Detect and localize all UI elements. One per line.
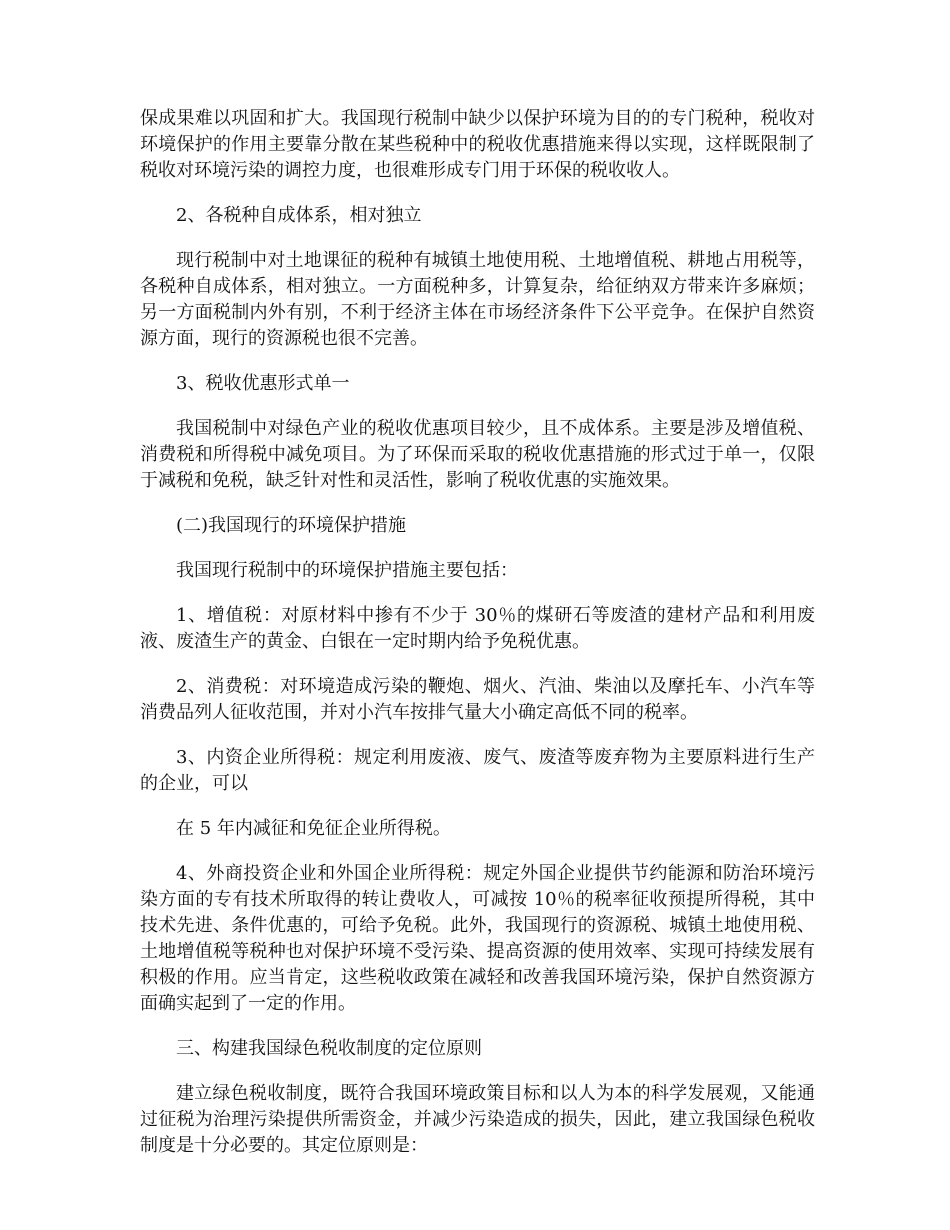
paragraph-five-year-reduction: 在 5 年内减征和免征企业所得税。	[176, 818, 451, 839]
paragraph-land-taxes: 现行税制中对土地课征的税种有城镇土地使用税、土地增值税、耕地占用税等，各税种自成体系，相对独立。一方面税种多，计算复杂，给征纳双方带来许多麻烦；另一方面税制内外有别，不利于经济主体在市场经济条件下公平竞争。在保护自然资源方面，现行的资源税也很不完善。	[140, 250, 815, 349]
section-heading-current-measures: (二)我国现行的环境保护措施	[176, 515, 407, 536]
section-heading-principles: 三、构建我国绿色税收制度的定位原则	[176, 1038, 482, 1059]
paragraph-green-tax-system: 建立绿色税收制度，既符合我国环境政策目标和以人为本的科学发展观，又能通过征税为治理污染提供所需资金，并减少污染造成的损失，因此，建立我国绿色税收制度是十分必要的。其定位原则是：	[140, 1083, 815, 1156]
subheading-tax-incentive-form: 3、税收优惠形式单一	[176, 373, 350, 394]
paragraph-continuation: 保成果难以巩固和扩大。我国现行税制中缺少以保护环境为目的的专门税种，税收对环境保护的作用主要靠分散在某些税种中的税收优惠措施来得以实现，这样既限制了税收对环境污染的调控力度，也很难形成专门用于环保的税收收人。	[140, 108, 815, 181]
paragraph-foreign-income-tax: 4、外商投资企业和外国企业所得税：规定外国企业提供节约能源和防治环境污染方面的专有技术所取得的转让费收人，可减按 10％的税率征收预提所得税，其中技术先进、条件优惠的，可给予免税。此外，我国现行的资源税、城镇土地使用税、土地增值税等税种也对保护环境不受污染、提高资源的使用效率、实现可持续发展有积极的作用。应当肯定，这些税收政策在减轻和改善我国环境污染，保护自然资源方面确实起到了一定的作用。	[140, 863, 815, 1014]
subheading-tax-systems-independent: 2、各税种自成体系，相对独立	[176, 205, 422, 226]
document-body	[140, 106, 815, 1178]
paragraph-vat: 1、增值税：对原材料中掺有不少于 30％的煤研石等废渣的建材产品和利用废液、废渣生产的黄金、白银在一定时期内给予免税优惠。	[140, 605, 815, 652]
paragraph-green-industry-incentives: 我国税制中对绿色产业的税收优惠项目较少，且不成体系。主要是涉及增值税、消费税和所得税中减免项目。为了环保而采取的税收优惠措施的形式过于单一，仅限于减税和免税，缺乏针对性和灵活性，影响了税收优惠的实施效果。	[140, 418, 815, 491]
paragraph-domestic-income-tax: 3、内资企业所得税：规定利用废液、废气、废渣等废弃物为主要原料进行生产的企业，可以	[140, 747, 815, 794]
paragraph-measures-intro: 我国现行税制中的环境保护措施主要包括：	[176, 560, 518, 581]
paragraph-consumption-tax: 2、消费税：对环境造成污染的鞭炮、烟火、汽油、柴油以及摩托车、小汽车等消费品列人征收范围，并对小汽车按排气量大小确定高低不同的税率。	[140, 676, 815, 723]
